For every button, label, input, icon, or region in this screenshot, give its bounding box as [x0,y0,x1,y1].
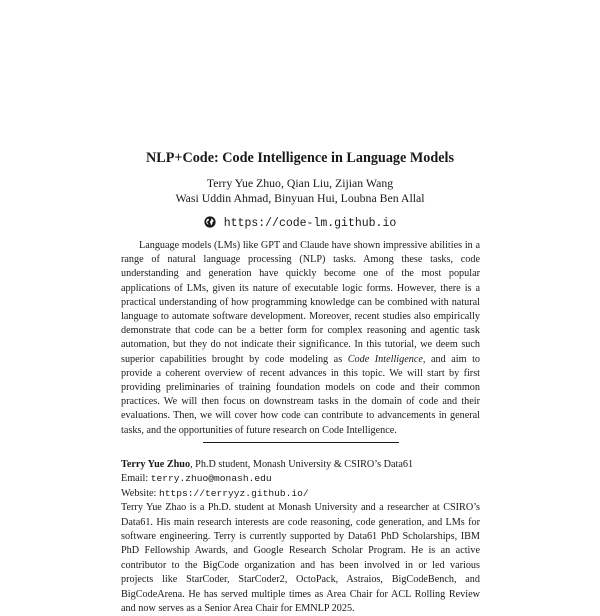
globe-icon [204,216,216,232]
bio-header [121,458,480,472]
bio-affiliation: , Ph.D student, Monash University & CSIRO’s Data61 [190,459,414,470]
author-bio [121,458,480,616]
bio-text: Terry Yue Zhao is a Ph.D. student at Monash University and a researcher at CSIRO’s Data61. His main research interests are code reasoning, code generation, and LMs for software engineering. Terry is currently supported by Data61 PhD Scholarships, IBM PhD Fellowship Awards, and Google Research Scholar Program. He is an active contributor to the BigCode organization and has been involved in or led various projects like StarCoder, StarCoder2, OctoPack, Astraios, BigCodeBench, and BigCodeArena. He has served multiple times as Area Chair for ACL Rolling Review and now serves as a Senior Area Chair for EMNLP 2025. [121,502,480,615]
authors-line-1: Terry Yue Zhuo, Qian Liu, Zijian Wang [206,176,394,190]
website-link[interactable]: https://terryyz.github.io/ [158,487,309,499]
email-label: Email: [121,473,151,485]
website-label: Website: [121,487,159,499]
abstract-paragraph [121,239,480,438]
project-link-line [0,216,600,232]
bio-website-row [121,487,480,501]
abstract-text-part-1: Language models (LMs) like GPT and Claude have shown impressive abilities in a range of natural language processing (NLP) tasks. Among these tasks, code understanding and generation have quickly become one of the most popular applications of LMs, given its nature of executable logic forms. However, there is a practical understanding of how programming knowledge can be combined with natural language to automate software development. Moreover, recent studies also empirically demonstrate that code can be a better form for complex reasoning and agentic task automation, but they do not indicate their significance. In this tutorial, we deem such superior capabilities brought by code modeling as [121,240,480,365]
abstract [121,239,480,438]
paper-title: NLP+Code: Code Intelligence in Language Models [146,150,454,166]
abstract-text-part-2: , and aim to provide a coherent overview of recent advances in this topic. We will start by first providing preliminaries of training foundation models on code and their common practices. We will then focus on downstream tasks in the domain of code and their evaluations. Then, we will cover how code can contribute to advancements in general tasks, and the opportunities of future research on Code Intelligence. [121,353,480,436]
authors-line-2: Wasi Uddin Ahmad, Binyuan Hui, Loubna Ben Allal [175,191,425,205]
author-list [0,176,600,206]
bio-name: Terry Yue Zhuo [121,459,191,470]
email-link[interactable]: terry.zhuo@monash.edu [150,473,272,485]
bio-email-row [121,472,480,486]
section-divider [203,442,399,443]
project-url-link[interactable]: https://code-lm.github.io [223,217,397,230]
abstract-emphasis: Code Intelligence [347,353,423,365]
